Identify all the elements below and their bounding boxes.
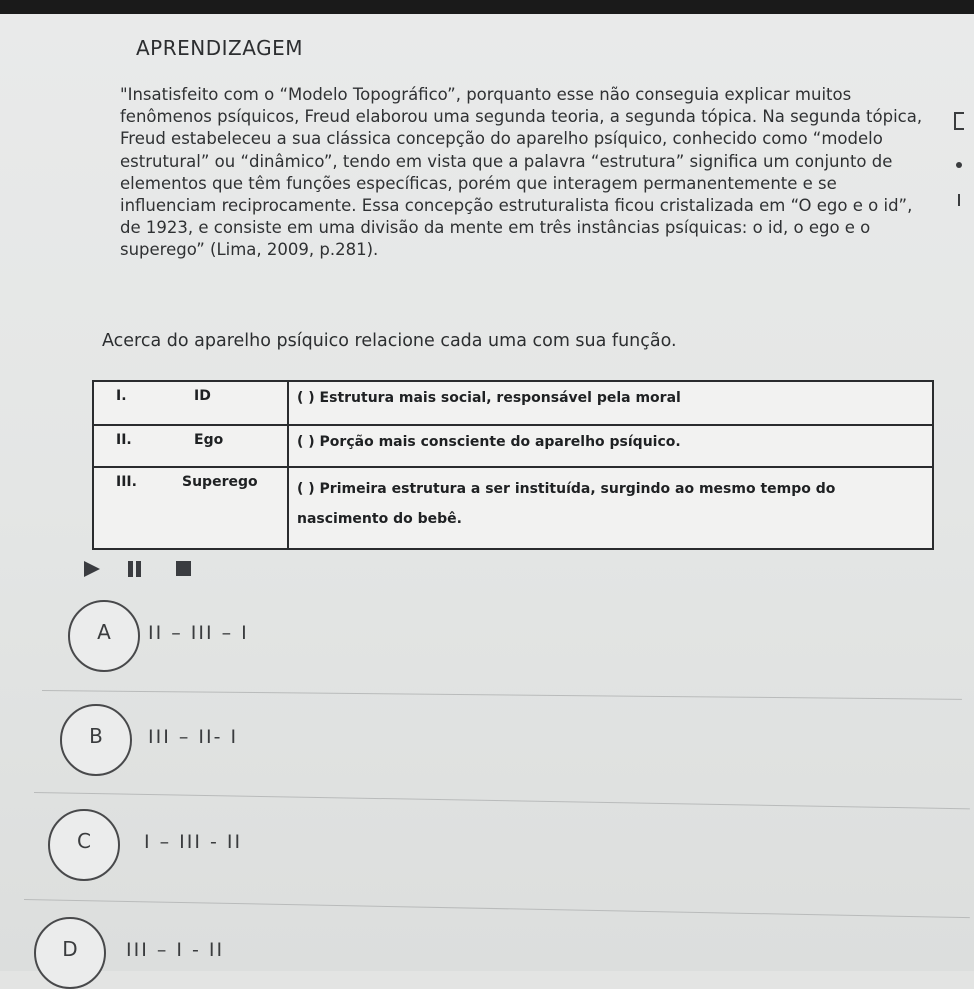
question-page — [0, 14, 974, 971]
pause-icon[interactable] — [128, 561, 142, 577]
option-answer: II – III – I — [148, 622, 249, 644]
play-icon[interactable] — [84, 561, 100, 577]
answer-option-d[interactable] — [34, 917, 334, 987]
function-description: ( ) Porção mais consciente do aparelho psíquico. — [288, 425, 933, 467]
table-row — [93, 425, 933, 467]
roman-numeral: III. — [116, 474, 137, 490]
option-answer: III – I - II — [126, 939, 225, 961]
answer-option-a[interactable] — [68, 600, 368, 670]
table-cell-structure — [93, 425, 288, 467]
structure-name: Superego — [182, 474, 258, 490]
table-row — [93, 467, 933, 549]
edge-dot-icon — [956, 162, 962, 168]
option-divider — [24, 899, 970, 918]
function-description: ( ) Primeira estrutura a ser instituída, surgindo ao mesmo tempo do nascimento do bebê. — [288, 467, 933, 549]
edge-bracket-icon — [954, 112, 964, 130]
answer-option-c[interactable] — [48, 809, 348, 879]
option-answer: III – II- I — [148, 726, 239, 748]
option-answer: I – III - II — [144, 831, 243, 853]
quote-text: "Insatisfeito com o “Modelo Topográfico”, porquanto esse não conseguia explicar muitos fenômenos psíquicos, Freud elaborou uma segunda teoria, a segunda tópica. Na segunda tópica, Freud estabeleceu a sua clássica concepção do aparelho psíquico, conhecido como “modelo estrutural” ou “dinâmico”, tendo em vista que a palavra “estrutura” significa um conjunto de elementos que têm funções específicas, porém que interagem permanentemente e se influenciam reciprocamente. Essa concepção estruturalista ficou cristalizada em “O ego e o id”, de 1923, e consiste em uma divisão da mente em três instâncias psíquicas: o id, o ego e o superego” (Lima, 2009, p.281). — [120, 85, 923, 260]
table-cell-structure — [93, 467, 288, 549]
matching-table — [92, 380, 934, 550]
function-description: ( ) Estrutura mais social, responsável pela moral — [288, 381, 933, 425]
option-divider — [42, 690, 962, 700]
stop-icon[interactable] — [176, 561, 191, 576]
answer-option-b[interactable] — [60, 704, 360, 774]
structure-name: Ego — [194, 432, 224, 448]
audio-player-controls — [84, 558, 204, 580]
option-letter: B — [89, 724, 103, 748]
option-letter: A — [97, 620, 111, 644]
question-prompt: Acerca do aparelho psíquico relacione cada uma com sua função. — [102, 331, 677, 351]
option-letter: D — [62, 937, 78, 961]
section-title: APRENDIZAGEM — [136, 36, 303, 60]
structure-name: ID — [194, 388, 211, 404]
screen-bezel — [0, 0, 974, 14]
option-divider — [34, 792, 970, 809]
table-row — [93, 381, 933, 425]
option-letter: C — [77, 829, 91, 853]
edge-line-icon — [958, 194, 960, 206]
roman-numeral: I. — [116, 388, 127, 404]
roman-numeral: II. — [116, 432, 132, 448]
table-cell-structure — [93, 381, 288, 425]
